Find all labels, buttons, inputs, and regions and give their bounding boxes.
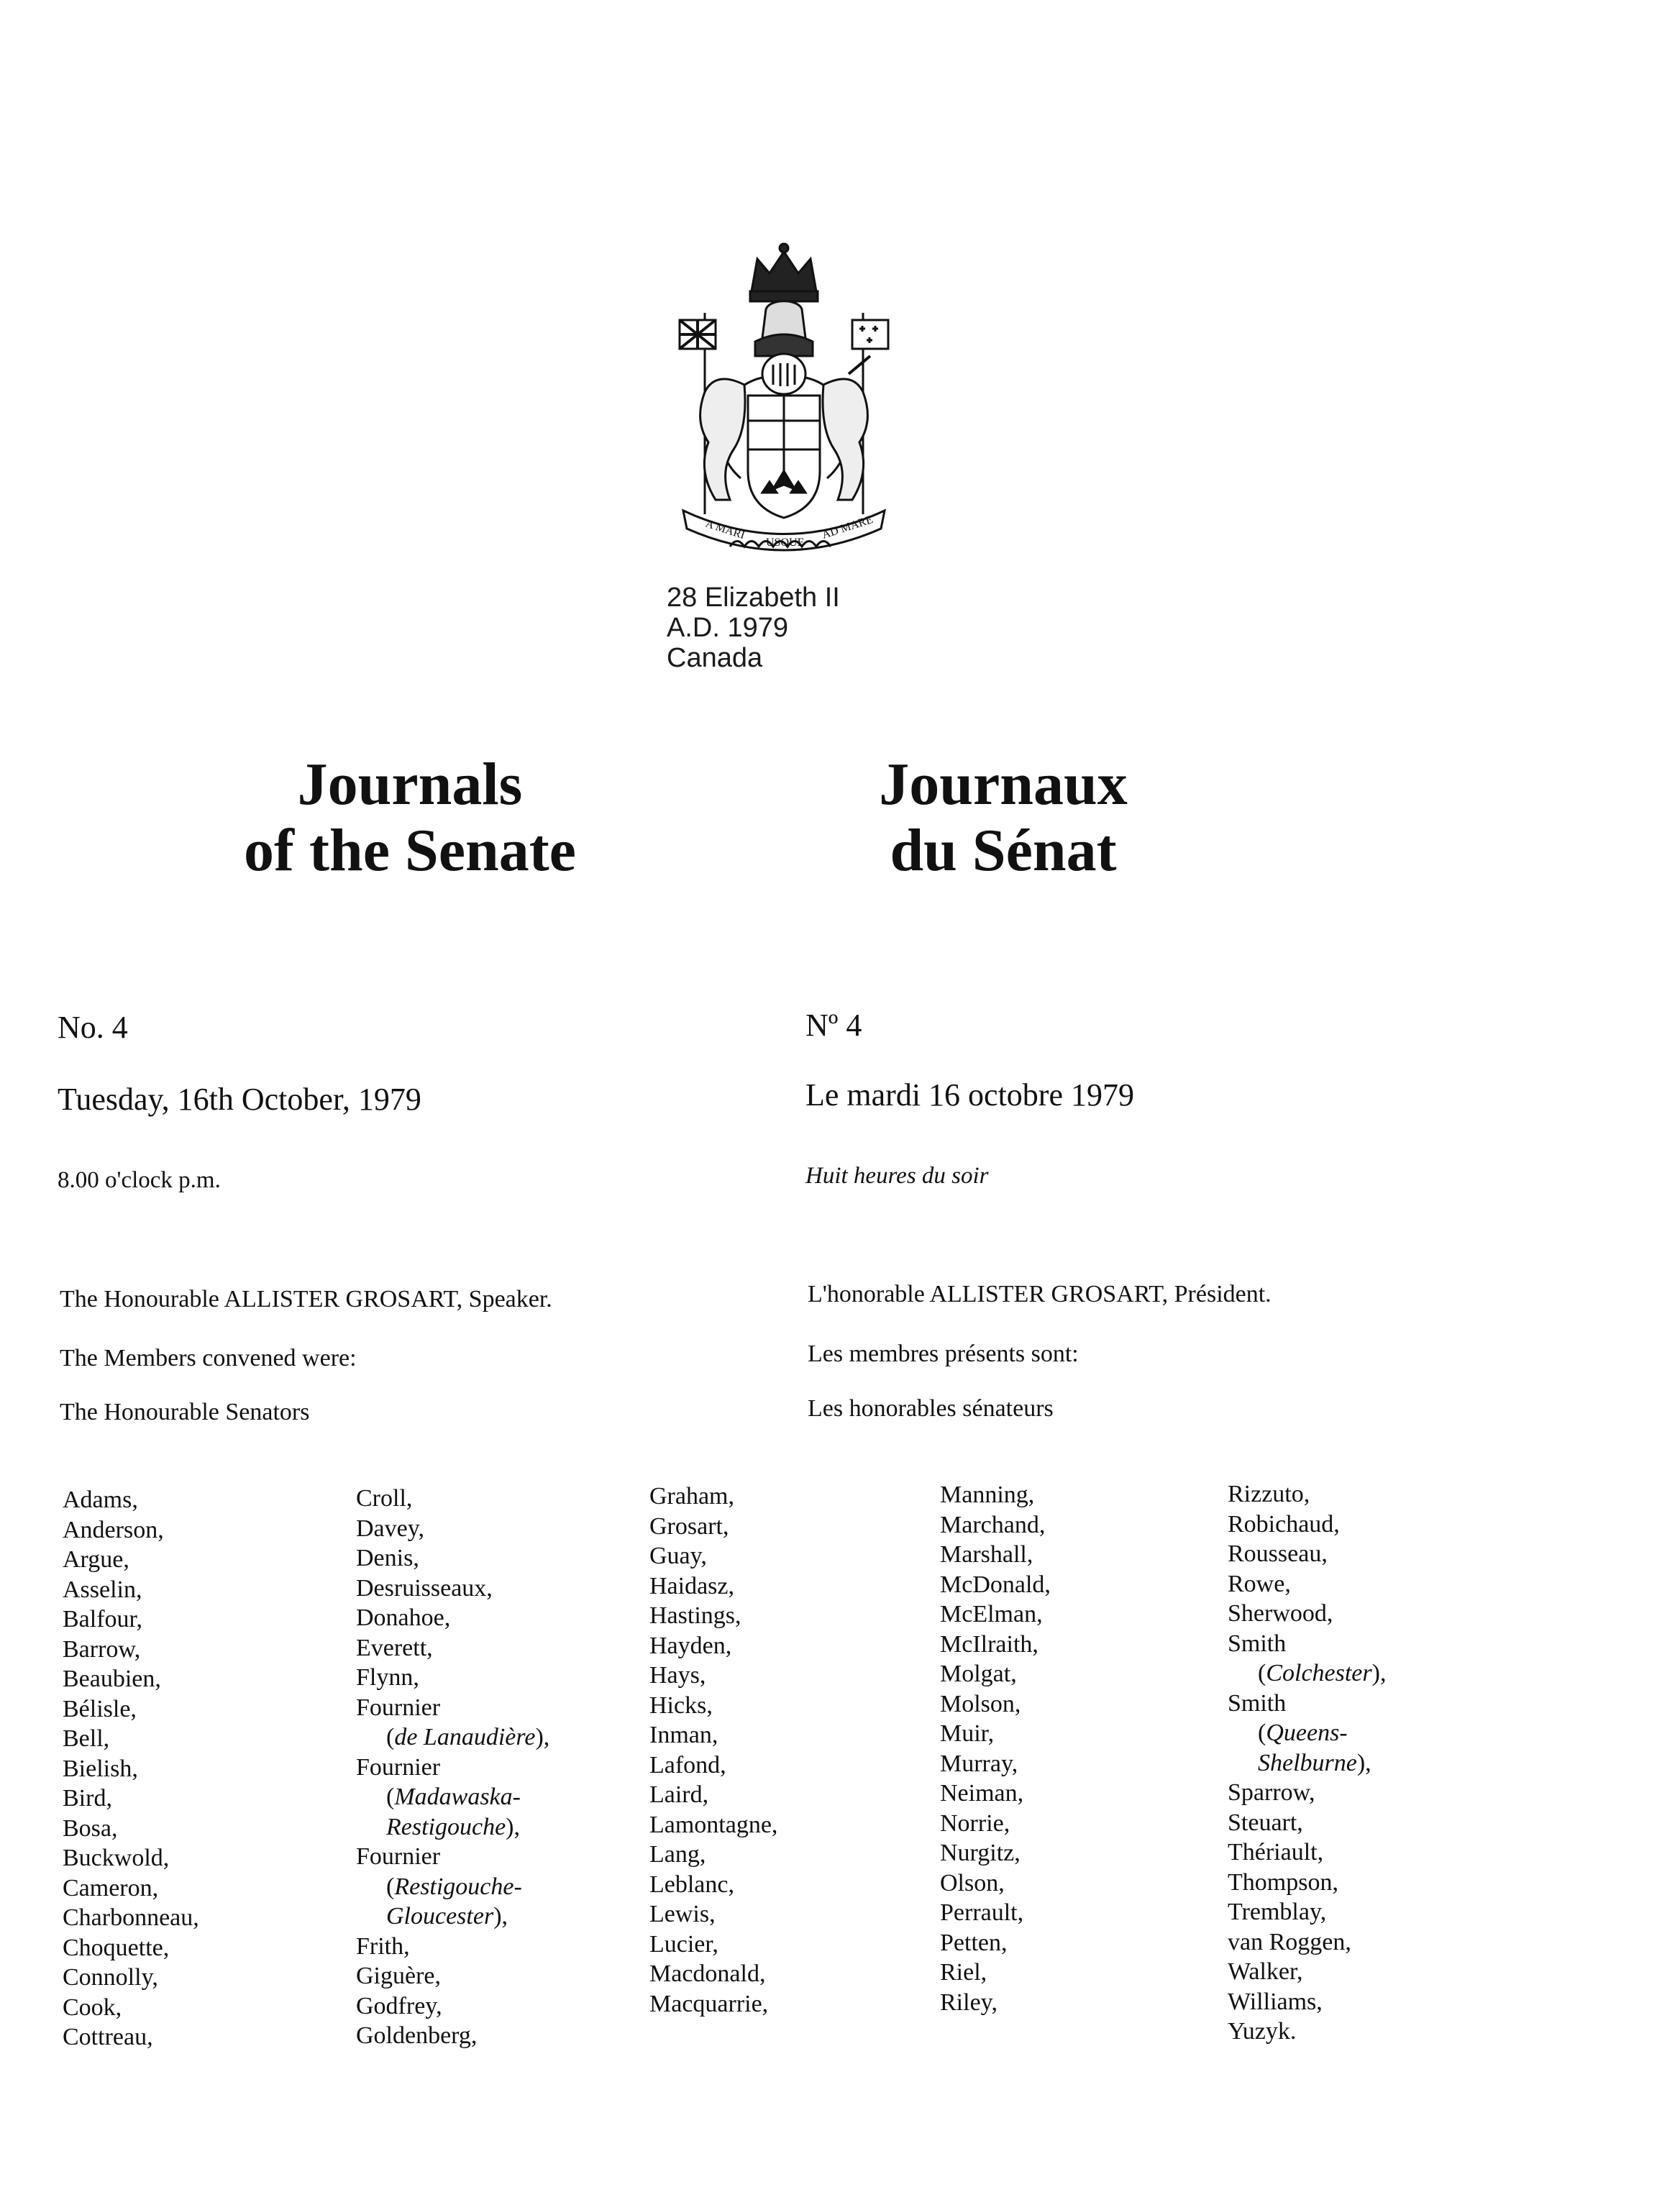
title-fr-line-2: du Sénat <box>890 817 1117 884</box>
senators-column-1 <box>63 1485 199 2053</box>
senator-name: Smith <box>1228 1630 1287 1657</box>
senator-name: Cottreau, <box>63 2024 153 2050</box>
senator-name: Hastings, <box>649 1602 741 1629</box>
senator-name: Lamontagne, <box>649 1811 778 1838</box>
senator-name: Lewis, <box>649 1901 716 1927</box>
motto-left: A MARI <box>703 517 747 542</box>
convened-en: The Members convened were: <box>60 1345 357 1371</box>
senator-name: Hayden, <box>649 1632 732 1659</box>
senator-name: Donahoe, <box>356 1604 451 1631</box>
speaker-fr: L'honorable ALLISTER GROSART, Président. <box>808 1281 1272 1307</box>
senator-name: Neiman, <box>940 1780 1024 1807</box>
senator-name: Sherwood, <box>1228 1600 1333 1627</box>
senator-name: Fournier <box>356 1753 441 1781</box>
senator-name: Adams, <box>63 1487 138 1513</box>
senator-name: Smith <box>1228 1689 1287 1717</box>
senator-name: Manning, <box>940 1481 1035 1508</box>
senator-name: Cook, <box>63 1994 122 2021</box>
senator-name: Croll, <box>356 1485 413 1512</box>
date-fr: Le mardi 16 octobre 1979 <box>805 1077 1134 1113</box>
senator-name: Bélisle, <box>63 1695 137 1722</box>
riding-name: de Lanaudière <box>394 1724 536 1750</box>
motto-right: AD MARE <box>820 513 875 542</box>
riding-name: Restigouche- <box>394 1873 522 1900</box>
senator-name: Argue, <box>63 1546 129 1573</box>
senator-riding: (de Lanaudière), <box>386 1724 550 1750</box>
senator-name: van Roggen, <box>1228 1928 1351 1955</box>
senator-name: Walker, <box>1228 1958 1303 1985</box>
senator-name: Thériault, <box>1228 1839 1324 1866</box>
senator-name: Fournier <box>356 1843 441 1870</box>
senator-name: Molson, <box>940 1690 1021 1717</box>
senator-name: Marchand, <box>940 1511 1046 1538</box>
regnal-year-block <box>667 583 840 673</box>
senator-name: Bosa, <box>63 1814 118 1842</box>
issue-number-en: No. 4 <box>58 1010 128 1045</box>
senator-name: Macdonald, <box>649 1960 766 1987</box>
senators-column-5 <box>1228 1479 1386 2047</box>
senator-name: Steuart, <box>1228 1809 1303 1836</box>
senator-name: Norrie, <box>940 1809 1010 1837</box>
senator-name: Petten, <box>940 1929 1008 1956</box>
senator-name: Rowe, <box>1228 1570 1291 1597</box>
senator-riding: (Madawaska- <box>386 1784 521 1810</box>
senator-name: Davey, <box>356 1515 425 1542</box>
senator-name: Perrault, <box>940 1899 1024 1926</box>
senator-name: Anderson, <box>63 1516 164 1543</box>
speaker-en: The Honourable ALLISTER GROSART, Speaker. <box>60 1286 552 1312</box>
senator-name: Lucier, <box>649 1930 718 1958</box>
senator-name: McIlraith, <box>940 1630 1038 1658</box>
senator-name: Sparrow, <box>1228 1779 1315 1806</box>
senator-name: Beaubien, <box>63 1666 161 1692</box>
senator-name: Molgat, <box>940 1661 1017 1687</box>
regnal-year: 28 Elizabeth II <box>667 583 840 613</box>
senator-name: Thompson, <box>1228 1868 1338 1896</box>
senators-column-3 <box>649 1481 777 2019</box>
senator-name: Grosart, <box>649 1512 729 1540</box>
senator-name: Bielish, <box>63 1755 138 1782</box>
senator-name: Cameron, <box>63 1874 159 1901</box>
senators-heading-fr: Les honorables sénateurs <box>808 1395 1054 1422</box>
senator-name: Desruisseaux, <box>356 1574 493 1602</box>
senator-name: Hicks, <box>649 1691 713 1719</box>
senator-name: Graham, <box>649 1483 735 1510</box>
senator-name: Charbonneau, <box>63 1904 199 1931</box>
senator-name: McDonald, <box>940 1571 1051 1598</box>
senator-name: Buckwold, <box>63 1845 170 1871</box>
senator-riding: Gloucester), <box>386 1903 508 1930</box>
title-en-line-1: Journals <box>297 751 523 818</box>
senator-name: Laird, <box>649 1781 709 1808</box>
anno-domini: A.D. 1979 <box>667 613 788 643</box>
senators-heading-en: The Honourable Senators <box>60 1399 310 1425</box>
senator-name: Fournier <box>356 1694 441 1721</box>
senator-name: Williams, <box>1228 1988 1323 2015</box>
time-en: 8.00 o'clock p.m. <box>58 1167 221 1193</box>
motto-center: USQUE <box>766 537 805 549</box>
senators-column-2 <box>356 1484 549 2051</box>
senator-name: Flynn, <box>356 1664 419 1691</box>
senator-riding: (Colchester), <box>1258 1660 1387 1686</box>
senator-name: Choquette, <box>63 1934 170 1961</box>
senator-name: Nurgitz, <box>940 1840 1021 1866</box>
senator-name: Rousseau, <box>1228 1540 1328 1567</box>
riding-name: Madawaska- <box>394 1784 521 1810</box>
senator-name: Muir, <box>940 1720 995 1747</box>
senator-name: Bell, <box>63 1725 110 1752</box>
convened-fr: Les membres présents sont: <box>808 1341 1079 1367</box>
riding-close: ), <box>535 1724 550 1750</box>
senator-name: Balfour, <box>63 1606 142 1633</box>
senator-name: Denis, <box>356 1545 419 1571</box>
senator-name: Everett, <box>356 1634 433 1661</box>
senator-name: Macquarrie, <box>649 1990 769 2017</box>
senator-name: Lafond, <box>649 1751 726 1779</box>
senator-name: Yuzyk. <box>1228 2018 1297 2045</box>
issue-number-fr: Nº 4 <box>805 1008 862 1043</box>
senator-name: Goldenberg, <box>356 2022 478 2049</box>
senator-name: Riley, <box>940 1989 998 2016</box>
senator-name: Haidasz, <box>649 1572 735 1599</box>
senator-riding: (Restigouche- <box>386 1873 522 1900</box>
title-fr-line-1: Journaux <box>879 751 1128 818</box>
senator-name: Inman, <box>649 1722 718 1748</box>
riding-name: Shelburne <box>1258 1749 1357 1776</box>
riding-name: Gloucester <box>386 1903 494 1930</box>
time-fr: Huit heures du soir <box>805 1163 989 1189</box>
senator-riding: (Queens- <box>1258 1720 1348 1746</box>
senator-name: Olson, <box>940 1869 1005 1896</box>
senator-name: Asselin, <box>63 1576 142 1603</box>
canada-coat-of-arms <box>665 241 903 572</box>
senator-riding: Restigouche), <box>386 1813 520 1840</box>
senator-name: Riel, <box>940 1959 987 1986</box>
senator-riding: Shelburne), <box>1258 1749 1371 1776</box>
senator-name: Giguère, <box>356 1963 442 1989</box>
senator-name: Hays, <box>649 1662 706 1689</box>
title-french <box>680 752 1327 884</box>
date-en: Tuesday, 16th October, 1979 <box>58 1082 421 1117</box>
senator-name: Frith, <box>356 1932 410 1960</box>
senator-name: Lang, <box>649 1841 706 1868</box>
senator-name: Connolly, <box>63 1964 158 1991</box>
senator-name: Marshall, <box>940 1541 1033 1568</box>
riding-name: Colchester <box>1266 1660 1372 1686</box>
senator-name: McElman, <box>940 1601 1043 1627</box>
senator-name: Bird, <box>63 1785 112 1812</box>
title-en-line-2: of the Senate <box>244 817 576 884</box>
title-english <box>86 752 734 884</box>
senator-name: Leblanc, <box>649 1871 734 1898</box>
senators-column-4 <box>940 1480 1051 2017</box>
senator-name: Robichaud, <box>1228 1510 1340 1538</box>
senator-name: Guay, <box>649 1543 707 1569</box>
senator-name: Rizzuto, <box>1228 1481 1310 1507</box>
senator-name: Godfrey, <box>356 1992 442 2019</box>
coat-of-arms-icon <box>665 241 903 572</box>
riding-name: Queens- <box>1266 1720 1348 1746</box>
senator-name: Tremblay, <box>1228 1899 1327 1925</box>
riding-name: Restigouche <box>386 1813 506 1840</box>
senator-name: Barrow, <box>63 1635 141 1663</box>
country: Canada <box>667 643 763 673</box>
senator-name: Murray, <box>940 1750 1018 1777</box>
